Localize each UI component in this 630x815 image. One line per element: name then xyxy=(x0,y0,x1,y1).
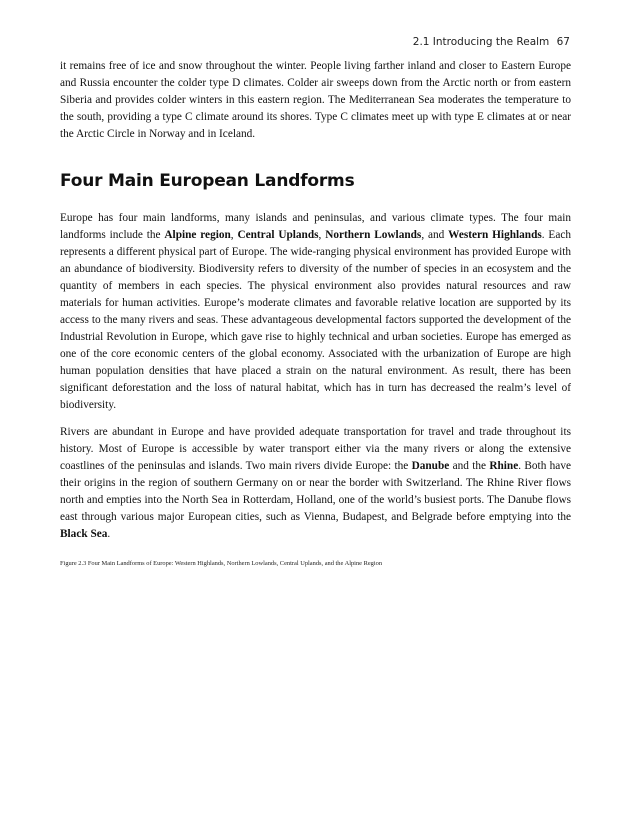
term-western-highlands: Western Highlands xyxy=(448,229,542,241)
text-run: , xyxy=(318,229,326,241)
rivers-paragraph xyxy=(60,424,571,543)
text-run: and the xyxy=(449,460,490,472)
text-run: , and xyxy=(421,229,449,241)
text-run: , xyxy=(230,229,238,241)
page-content xyxy=(60,58,571,572)
text-run: Rivers are abundant in Europe and have provided adequate transportation for travel and trade throughout its history. Most of Europe is accessible by water transport either via the many rivers or along the extensive coastlines of the peninsulas and islands. Two main rivers divide Europe: the xyxy=(60,426,571,472)
text-run: . xyxy=(107,528,111,540)
intro-paragraph: it remains free of ice and snow throughout the winter. People living farther inland and closer to Eastern Europe and Russia encounter the colder type D climates. Colder air sweeps down from the Arctic north or from eastern Siberia and provides colder winters in this eastern region. The Mediterranean Sea moderates the temperature to the south, providing a type C climate around its shores. Type C climates meet up with type E climates at or near the Arctic Circle in Norway and in Iceland. xyxy=(60,60,571,140)
term-alpine-region: Alpine region xyxy=(164,229,231,241)
term-central-uplands: Central Uplands xyxy=(237,229,319,241)
figure-caption: Figure 2.3 Four Main Landforms of Europe: Western Highlands, Northern Lowlands, Central Uplands, and the Alpine Region xyxy=(60,560,383,567)
term-northern-lowlands: Northern Lowlands xyxy=(325,229,422,241)
text-run: . Each represents a different physical part of Europe. The wide-ranging physical environment has provided Europe with an abundance of biodiversity. Biodiversity refers to diversity of the number of species in an ecosystem and the quantity of members in each species. The physical environment also provides natural resources and raw materials for human activities. Europe’s moderate climates and favorable relative location are supported by its access to the many rivers and seas. These advantageous developmental factors supported the development of the Industrial Revolution in Europe, which gave rise to highly technical and urban societies. Europe has emerged as one of the core economic centers of the global economy. Associated with the urbanization of Europe are high human population densities that have placed a strain on the natural environment. As result, there has been significant deforestation and the loss of natural habitat, which has in turn has decreased the realm’s level of biodiversity. xyxy=(60,229,571,411)
text-run: Europe has four main landforms, many islands and peninsulas, and various climate types. The four main landforms include the xyxy=(60,212,571,241)
term-danube: Danube xyxy=(411,460,450,472)
landforms-paragraph xyxy=(60,210,571,414)
term-black-sea: Black Sea xyxy=(60,528,108,540)
page-number: 67 xyxy=(556,36,570,48)
term-rhine: Rhine xyxy=(489,460,519,472)
running-header xyxy=(413,36,570,48)
section-title: Four Main European Landforms xyxy=(60,171,355,191)
text-run: . Both have their origins in the region of southern Germany on or near the border with Switzerland. The Rhine River flows north and empties into the North Sea in Rotterdam, Holland, one of the world’s busiest ports. The Danube flows east through various major European cities, such as Vienna, Budapest, and Belgrade before emptying into the xyxy=(60,460,571,523)
header-section-title: 2.1 Introducing the Realm xyxy=(412,36,550,48)
